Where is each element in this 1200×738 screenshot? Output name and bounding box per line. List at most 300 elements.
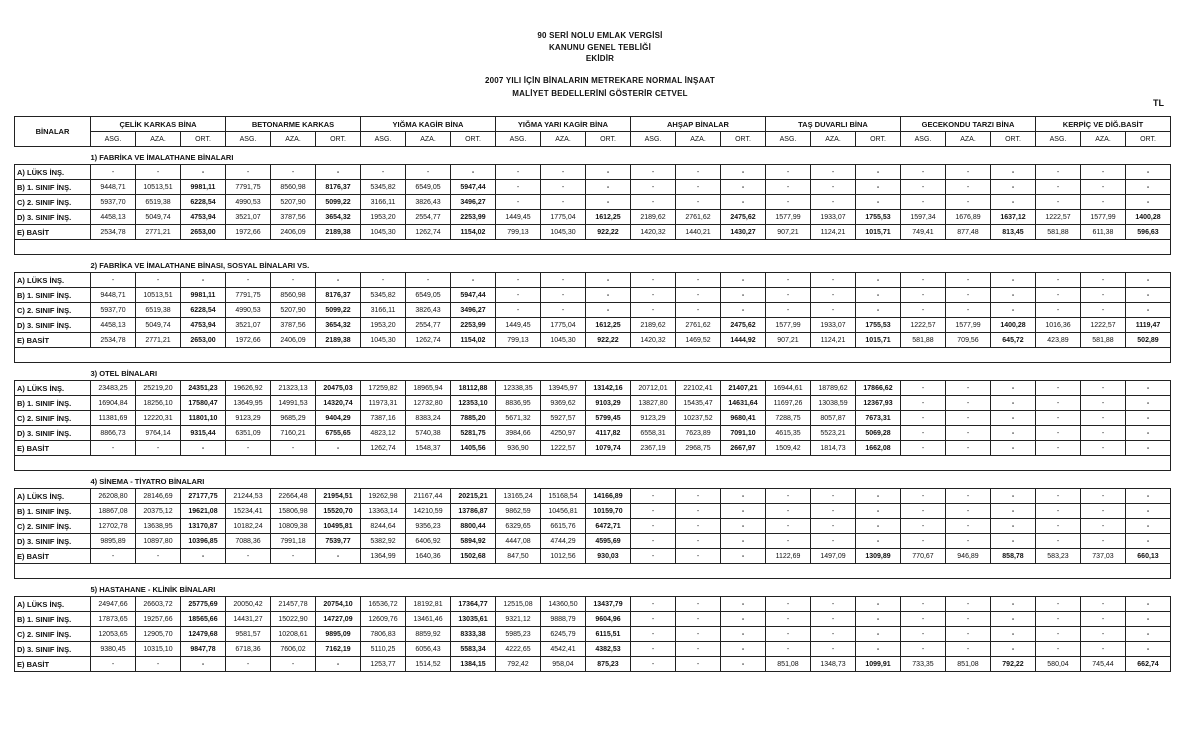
- value-cell: 958,04: [541, 657, 586, 672]
- value-cell: 1262,74: [406, 333, 451, 348]
- value-cell: 13170,87: [181, 519, 226, 534]
- value-cell: 20050,42: [226, 597, 271, 612]
- value-cell: -: [676, 597, 721, 612]
- value-cell: 10809,38: [271, 519, 316, 534]
- value-cell: -: [226, 657, 271, 672]
- value-cell: -: [946, 441, 991, 456]
- value-cell: 21244,53: [226, 489, 271, 504]
- value-cell: -: [1126, 195, 1171, 210]
- value-cell: 6549,05: [406, 180, 451, 195]
- value-cell: -: [991, 426, 1036, 441]
- value-cell: 5985,23: [496, 627, 541, 642]
- value-cell: -: [856, 519, 901, 534]
- value-cell: 6718,36: [226, 642, 271, 657]
- value-cell: -: [811, 165, 856, 180]
- value-cell: 2189,38: [316, 333, 361, 348]
- value-cell: -: [406, 273, 451, 288]
- gap-cell: [15, 348, 1171, 363]
- value-cell: -: [991, 381, 1036, 396]
- value-cell: -: [991, 534, 1036, 549]
- value-cell: 8800,44: [451, 519, 496, 534]
- value-cell: -: [316, 657, 361, 672]
- value-cell: 11381,69: [91, 411, 136, 426]
- value-cell: -: [271, 441, 316, 456]
- value-cell: -: [1081, 165, 1126, 180]
- value-cell: -: [631, 303, 676, 318]
- value-cell: 3654,32: [316, 210, 361, 225]
- value-cell: -: [766, 288, 811, 303]
- value-cell: 16944,61: [766, 381, 811, 396]
- value-cell: 423,89: [1036, 333, 1081, 348]
- subheader-cell: ORT.: [451, 132, 496, 147]
- value-cell: 19621,08: [181, 504, 226, 519]
- value-cell: 15234,41: [226, 504, 271, 519]
- subheader-cell: AZA.: [946, 132, 991, 147]
- value-cell: -: [1036, 642, 1081, 657]
- value-cell: 4823,12: [361, 426, 406, 441]
- value-cell: 12702,78: [91, 519, 136, 534]
- value-cell: 9581,57: [226, 627, 271, 642]
- value-cell: -: [766, 303, 811, 318]
- value-cell: -: [631, 288, 676, 303]
- group-header: KERPİÇ VE DİĞ.BASİT: [1036, 117, 1171, 132]
- cost-table-container: [14, 116, 1171, 672]
- value-cell: 20475,03: [316, 381, 361, 396]
- value-cell: 12353,10: [451, 396, 496, 411]
- table-row: [15, 333, 1171, 348]
- table-row: [15, 504, 1171, 519]
- value-cell: 745,44: [1081, 657, 1126, 672]
- row-label: E) BASİT: [15, 549, 91, 564]
- value-cell: -: [496, 165, 541, 180]
- value-cell: -: [721, 612, 766, 627]
- value-cell: 1045,30: [541, 225, 586, 240]
- value-cell: 26603,72: [136, 597, 181, 612]
- value-cell: -: [811, 288, 856, 303]
- value-cell: 8383,24: [406, 411, 451, 426]
- value-cell: 9404,29: [316, 411, 361, 426]
- value-cell: -: [991, 273, 1036, 288]
- value-cell: 6329,65: [496, 519, 541, 534]
- value-cell: -: [721, 642, 766, 657]
- value-cell: 9448,71: [91, 180, 136, 195]
- value-cell: 6472,71: [586, 519, 631, 534]
- table-row: [15, 612, 1171, 627]
- subheader-cell: ASG.: [91, 132, 136, 147]
- value-cell: 1814,73: [811, 441, 856, 456]
- value-cell: 1420,32: [631, 333, 676, 348]
- value-cell: -: [991, 504, 1036, 519]
- section-gap: [15, 348, 1171, 363]
- value-cell: 8057,87: [811, 411, 856, 426]
- value-cell: 1400,28: [1126, 210, 1171, 225]
- value-cell: -: [1081, 612, 1126, 627]
- value-cell: -: [856, 627, 901, 642]
- value-cell: 1755,53: [856, 210, 901, 225]
- subheader-cell: ASG.: [631, 132, 676, 147]
- value-cell: -: [676, 303, 721, 318]
- value-cell: -: [901, 273, 946, 288]
- value-cell: 8866,73: [91, 426, 136, 441]
- value-cell: 2761,62: [676, 210, 721, 225]
- section-gap: [15, 240, 1171, 255]
- value-cell: -: [901, 426, 946, 441]
- value-cell: -: [766, 489, 811, 504]
- value-cell: 770,67: [901, 549, 946, 564]
- value-cell: 7791,75: [226, 288, 271, 303]
- value-cell: 1420,32: [631, 225, 676, 240]
- value-cell: -: [586, 195, 631, 210]
- value-cell: 9604,96: [586, 612, 631, 627]
- value-cell: 733,35: [901, 657, 946, 672]
- value-cell: -: [1081, 627, 1126, 642]
- value-cell: -: [586, 288, 631, 303]
- value-cell: 12220,31: [136, 411, 181, 426]
- value-cell: 3826,43: [406, 303, 451, 318]
- value-cell: -: [1081, 441, 1126, 456]
- value-cell: -: [721, 165, 766, 180]
- value-cell: -: [136, 441, 181, 456]
- value-cell: 10159,70: [586, 504, 631, 519]
- row-label: A) LÜKS İNŞ.: [15, 165, 91, 180]
- value-cell: -: [856, 489, 901, 504]
- value-cell: 9123,29: [226, 411, 271, 426]
- value-cell: -: [136, 273, 181, 288]
- value-cell: 7791,75: [226, 180, 271, 195]
- value-cell: 10396,85: [181, 534, 226, 549]
- value-cell: 6549,05: [406, 288, 451, 303]
- value-cell: 13165,24: [496, 489, 541, 504]
- value-cell: -: [91, 441, 136, 456]
- value-cell: 18789,62: [811, 381, 856, 396]
- value-cell: 2475,62: [721, 318, 766, 333]
- value-cell: 13786,87: [451, 504, 496, 519]
- value-cell: 10513,51: [136, 288, 181, 303]
- value-cell: 7623,89: [676, 426, 721, 441]
- value-cell: 1662,08: [856, 441, 901, 456]
- value-cell: 18565,66: [181, 612, 226, 627]
- value-cell: -: [1126, 288, 1171, 303]
- value-cell: -: [946, 489, 991, 504]
- value-cell: -: [1036, 273, 1081, 288]
- value-cell: -: [1081, 273, 1126, 288]
- value-cell: -: [766, 612, 811, 627]
- subheader-cell: ASG.: [226, 132, 271, 147]
- value-cell: -: [631, 165, 676, 180]
- value-cell: 15520,70: [316, 504, 361, 519]
- value-cell: 1577,99: [1081, 210, 1126, 225]
- value-cell: -: [1036, 612, 1081, 627]
- value-cell: -: [1081, 288, 1126, 303]
- value-cell: 4990,53: [226, 195, 271, 210]
- subheader-cell: ASG.: [766, 132, 811, 147]
- value-cell: 10897,80: [136, 534, 181, 549]
- value-cell: -: [316, 549, 361, 564]
- value-cell: 1469,52: [676, 333, 721, 348]
- value-cell: -: [1036, 441, 1081, 456]
- value-cell: 936,90: [496, 441, 541, 456]
- value-cell: -: [316, 165, 361, 180]
- value-cell: 4753,94: [181, 318, 226, 333]
- value-cell: 737,03: [1081, 549, 1126, 564]
- value-cell: -: [946, 612, 991, 627]
- value-cell: 1348,73: [811, 657, 856, 672]
- value-cell: 1933,07: [811, 318, 856, 333]
- subheader-cell: ASG.: [361, 132, 406, 147]
- value-cell: -: [91, 273, 136, 288]
- value-cell: 1405,56: [451, 441, 496, 456]
- row-label: B) 1. SINIF İNŞ.: [15, 504, 91, 519]
- value-cell: 1222,57: [901, 318, 946, 333]
- value-cell: -: [91, 549, 136, 564]
- value-cell: 1079,74: [586, 441, 631, 456]
- value-cell: -: [91, 165, 136, 180]
- value-cell: 1154,02: [451, 333, 496, 348]
- value-cell: -: [811, 489, 856, 504]
- value-cell: -: [946, 426, 991, 441]
- value-cell: -: [676, 549, 721, 564]
- row-label: C) 2. SINIF İNŞ.: [15, 195, 91, 210]
- value-cell: 2653,00: [181, 225, 226, 240]
- value-cell: -: [901, 381, 946, 396]
- value-cell: -: [856, 180, 901, 195]
- value-cell: 5937,70: [91, 195, 136, 210]
- value-cell: 5947,44: [451, 180, 496, 195]
- table-row: [15, 225, 1171, 240]
- section-title-row: [15, 255, 1171, 273]
- value-cell: 1222,57: [541, 441, 586, 456]
- value-cell: 877,48: [946, 225, 991, 240]
- value-cell: 3496,27: [451, 303, 496, 318]
- value-cell: 1262,74: [361, 441, 406, 456]
- value-cell: 16904,84: [91, 396, 136, 411]
- group-header: BETONARME KARKAS: [226, 117, 361, 132]
- value-cell: 1015,71: [856, 333, 901, 348]
- value-cell: -: [901, 642, 946, 657]
- value-cell: 581,88: [1036, 225, 1081, 240]
- value-cell: -: [856, 165, 901, 180]
- value-cell: 5049,74: [136, 210, 181, 225]
- row-label: D) 3. SINIF İNŞ.: [15, 642, 91, 657]
- value-cell: -: [991, 597, 1036, 612]
- value-cell: -: [1126, 612, 1171, 627]
- value-cell: 1676,89: [946, 210, 991, 225]
- row-label: C) 2. SINIF İNŞ.: [15, 411, 91, 426]
- table-row: [15, 381, 1171, 396]
- value-cell: 4458,13: [91, 210, 136, 225]
- value-cell: 946,89: [946, 549, 991, 564]
- value-cell: 5207,90: [271, 195, 316, 210]
- value-cell: 1430,27: [721, 225, 766, 240]
- value-cell: 2667,97: [721, 441, 766, 456]
- value-cell: 12732,80: [406, 396, 451, 411]
- value-cell: 5049,74: [136, 318, 181, 333]
- section-title-row: [15, 147, 1171, 165]
- value-cell: -: [901, 288, 946, 303]
- value-cell: 7088,36: [226, 534, 271, 549]
- value-cell: -: [1081, 504, 1126, 519]
- value-cell: -: [811, 534, 856, 549]
- table-row: [15, 210, 1171, 225]
- value-cell: 15022,90: [271, 612, 316, 627]
- value-cell: -: [901, 396, 946, 411]
- value-cell: 6615,76: [541, 519, 586, 534]
- table-row: [15, 426, 1171, 441]
- value-cell: 1124,21: [811, 333, 856, 348]
- row-label: D) 3. SINIF İNŞ.: [15, 534, 91, 549]
- value-cell: -: [631, 642, 676, 657]
- value-cell: -: [991, 165, 1036, 180]
- value-cell: 9981,11: [181, 288, 226, 303]
- row-label: B) 1. SINIF İNŞ.: [15, 288, 91, 303]
- value-cell: -: [856, 597, 901, 612]
- value-cell: -: [676, 489, 721, 504]
- value-cell: -: [541, 195, 586, 210]
- value-cell: 1577,99: [766, 318, 811, 333]
- value-cell: 1449,45: [496, 318, 541, 333]
- table-row: [15, 195, 1171, 210]
- value-cell: 1045,30: [541, 333, 586, 348]
- value-cell: -: [946, 642, 991, 657]
- value-cell: 3521,07: [226, 210, 271, 225]
- value-cell: -: [766, 195, 811, 210]
- value-cell: -: [946, 627, 991, 642]
- value-cell: -: [1081, 396, 1126, 411]
- row-label: A) LÜKS İNŞ.: [15, 381, 91, 396]
- value-cell: 1015,71: [856, 225, 901, 240]
- value-cell: -: [946, 597, 991, 612]
- value-cell: 3166,11: [361, 303, 406, 318]
- value-cell: -: [181, 441, 226, 456]
- value-cell: -: [631, 195, 676, 210]
- value-cell: 9895,09: [316, 627, 361, 642]
- value-cell: 25219,20: [136, 381, 181, 396]
- value-cell: 792,42: [496, 657, 541, 672]
- title-line-4: 2007 YILI İÇİN BİNALARIN METREKARE NORMAL İNŞAAT: [484, 76, 716, 85]
- value-cell: 8176,37: [316, 180, 361, 195]
- value-cell: 6351,09: [226, 426, 271, 441]
- value-cell: -: [586, 165, 631, 180]
- table-row: [15, 519, 1171, 534]
- subheader-cell: ORT.: [721, 132, 766, 147]
- value-cell: -: [901, 597, 946, 612]
- value-cell: 9369,62: [541, 396, 586, 411]
- value-cell: -: [811, 612, 856, 627]
- value-cell: -: [766, 273, 811, 288]
- subheader-cell: ORT.: [991, 132, 1036, 147]
- value-cell: -: [541, 180, 586, 195]
- value-cell: -: [1036, 489, 1081, 504]
- value-cell: -: [451, 273, 496, 288]
- value-cell: -: [1126, 180, 1171, 195]
- row-label: A) LÜKS İNŞ.: [15, 273, 91, 288]
- value-cell: 4615,35: [766, 426, 811, 441]
- value-cell: -: [901, 627, 946, 642]
- value-cell: 18867,08: [91, 504, 136, 519]
- table-row: [15, 627, 1171, 642]
- value-cell: 9888,79: [541, 612, 586, 627]
- value-cell: 5099,22: [316, 303, 361, 318]
- value-cell: 2968,75: [676, 441, 721, 456]
- value-cell: 3654,32: [316, 318, 361, 333]
- value-cell: -: [676, 627, 721, 642]
- value-cell: 6056,43: [406, 642, 451, 657]
- value-cell: 2554,77: [406, 210, 451, 225]
- value-cell: 17866,62: [856, 381, 901, 396]
- value-cell: -: [721, 534, 766, 549]
- value-cell: -: [496, 273, 541, 288]
- row-label: C) 2. SINIF İNŞ.: [15, 303, 91, 318]
- value-cell: 1775,04: [541, 210, 586, 225]
- value-cell: 4250,97: [541, 426, 586, 441]
- value-cell: -: [676, 180, 721, 195]
- value-cell: 10182,24: [226, 519, 271, 534]
- value-cell: -: [586, 273, 631, 288]
- row-label: E) BASİT: [15, 333, 91, 348]
- value-cell: 1953,20: [361, 210, 406, 225]
- value-cell: -: [856, 273, 901, 288]
- value-cell: 1640,36: [406, 549, 451, 564]
- value-cell: 26208,80: [91, 489, 136, 504]
- value-cell: -: [991, 288, 1036, 303]
- value-cell: 2406,09: [271, 225, 316, 240]
- value-cell: 1577,99: [766, 210, 811, 225]
- value-cell: 3787,56: [271, 210, 316, 225]
- value-cell: -: [901, 489, 946, 504]
- value-cell: 7673,31: [856, 411, 901, 426]
- group-header: GECEKONDU TARZI BİNA: [901, 117, 1036, 132]
- value-cell: -: [991, 411, 1036, 426]
- value-cell: 1972,66: [226, 225, 271, 240]
- value-cell: 13437,79: [586, 597, 631, 612]
- value-cell: 15435,47: [676, 396, 721, 411]
- value-cell: 27177,75: [181, 489, 226, 504]
- value-cell: 7606,02: [271, 642, 316, 657]
- value-cell: -: [901, 519, 946, 534]
- value-cell: -: [901, 180, 946, 195]
- value-cell: -: [946, 381, 991, 396]
- value-cell: 10456,81: [541, 504, 586, 519]
- value-cell: -: [1036, 195, 1081, 210]
- value-cell: 14320,74: [316, 396, 361, 411]
- value-cell: 2653,00: [181, 333, 226, 348]
- value-cell: 1012,56: [541, 549, 586, 564]
- value-cell: 2534,78: [91, 225, 136, 240]
- subheader-cell: AZA.: [1081, 132, 1126, 147]
- value-cell: 1577,99: [946, 318, 991, 333]
- value-cell: -: [1126, 165, 1171, 180]
- value-cell: 13461,46: [406, 612, 451, 627]
- value-cell: -: [361, 165, 406, 180]
- value-cell: -: [1036, 165, 1081, 180]
- value-cell: 1400,28: [991, 318, 1036, 333]
- value-cell: -: [496, 180, 541, 195]
- row-label: D) 3. SINIF İNŞ.: [15, 318, 91, 333]
- value-cell: 17580,47: [181, 396, 226, 411]
- value-cell: 1514,52: [406, 657, 451, 672]
- subheader-cell: ORT.: [316, 132, 361, 147]
- table-row: [15, 549, 1171, 564]
- title-line-1: 90 SERİ NOLU EMLAK VERGİSİ: [537, 31, 663, 40]
- value-cell: 10237,52: [676, 411, 721, 426]
- value-cell: -: [496, 303, 541, 318]
- value-cell: 11973,31: [361, 396, 406, 411]
- value-cell: -: [1081, 303, 1126, 318]
- value-cell: -: [1081, 381, 1126, 396]
- value-cell: 21954,51: [316, 489, 361, 504]
- value-cell: -: [1036, 519, 1081, 534]
- value-cell: 13035,61: [451, 612, 496, 627]
